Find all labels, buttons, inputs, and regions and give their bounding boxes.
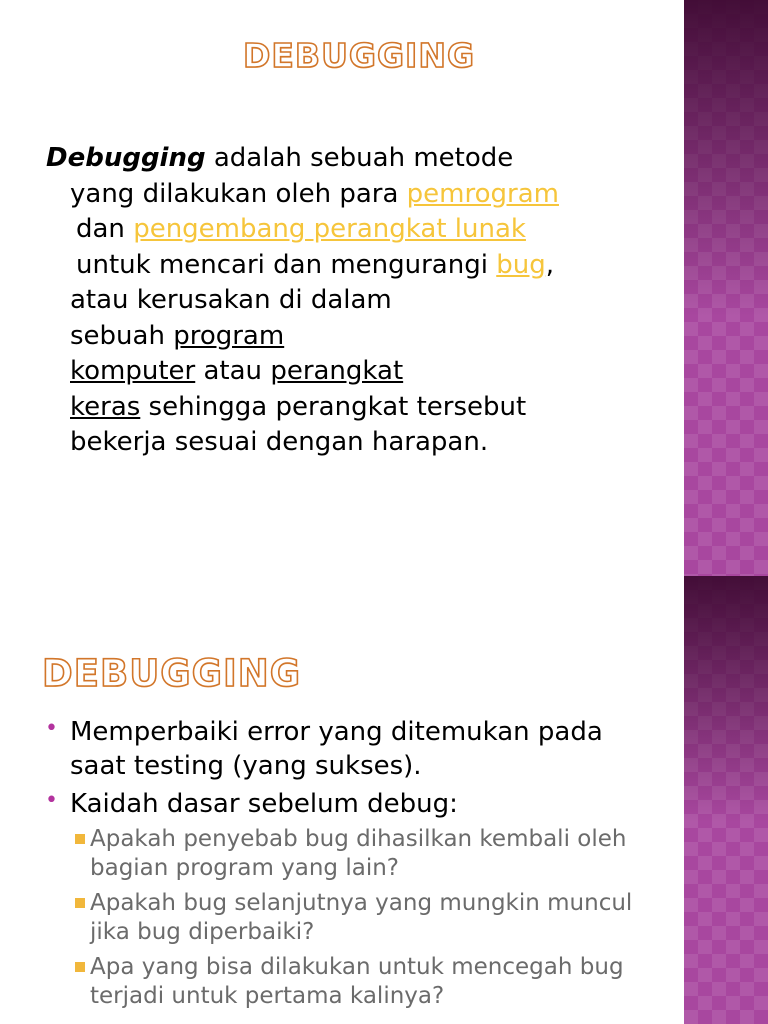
term-debugging: Debugging (46, 143, 206, 173)
bullet-item: • Memperbaiki error yang ditemukan pada saat testing (yang sukses). (42, 715, 662, 783)
definition-paragraph (46, 141, 646, 461)
link-pengembang-perangkat-lunak[interactable]: pengembang perangkat lunak (133, 214, 526, 244)
bullet-list (42, 715, 662, 1017)
link-program[interactable]: program (173, 320, 285, 351)
para-line-4: untuk mencari dan mengurangi bug, (76, 249, 554, 280)
link-perangkat[interactable]: perangkat (270, 356, 404, 386)
para-line-3: dan pengembang perangkat lunak (76, 214, 526, 244)
link-bug[interactable]: bug (496, 249, 546, 280)
square-bullet-icon (75, 834, 85, 844)
para-line-2: yang dilakukan oleh para pemrogram (70, 178, 559, 209)
para-line-8: keras sehingga perangkat tersebut (70, 391, 527, 422)
sub-bullet-item: Apakah penyebab bug dihasilkan kembali oleh bagian program yang lain? (42, 825, 662, 883)
sub-bullet-item: Apakah bug selanjutnya yang mungkin muncul jika bug diperbaiki? (42, 889, 662, 947)
para-line-6: sebuah program (70, 320, 285, 351)
link-pemrogram[interactable]: pemrogram (406, 178, 559, 209)
slide-2-title: DEBUGGING (42, 652, 302, 695)
square-bullet-icon (75, 962, 85, 972)
para-line-1: Debugging adalah sebuah metode (46, 143, 514, 173)
link-keras[interactable]: keras (70, 391, 141, 422)
para-line-7: komputer atau perangkat (70, 356, 404, 386)
decorative-side-bar (684, 0, 768, 576)
link-komputer[interactable]: komputer (70, 356, 196, 386)
para-line-5: atau kerusakan di dalam (70, 285, 392, 315)
bullet-dot-icon: • (45, 788, 58, 813)
para-line-9: bekerja sesuai dengan harapan. (70, 427, 489, 457)
bullet-dot-icon: • (45, 716, 58, 741)
square-bullet-icon (75, 898, 85, 908)
decorative-side-bar (684, 576, 768, 1024)
slide-1-title: DEBUGGING (243, 36, 476, 75)
sub-bullet-item: Apa yang bisa dilakukan untuk mencegah bug terjadi untuk pertama kalinya? (42, 953, 662, 1011)
bullet-item: • Kaidah dasar sebelum debug: (42, 787, 662, 821)
